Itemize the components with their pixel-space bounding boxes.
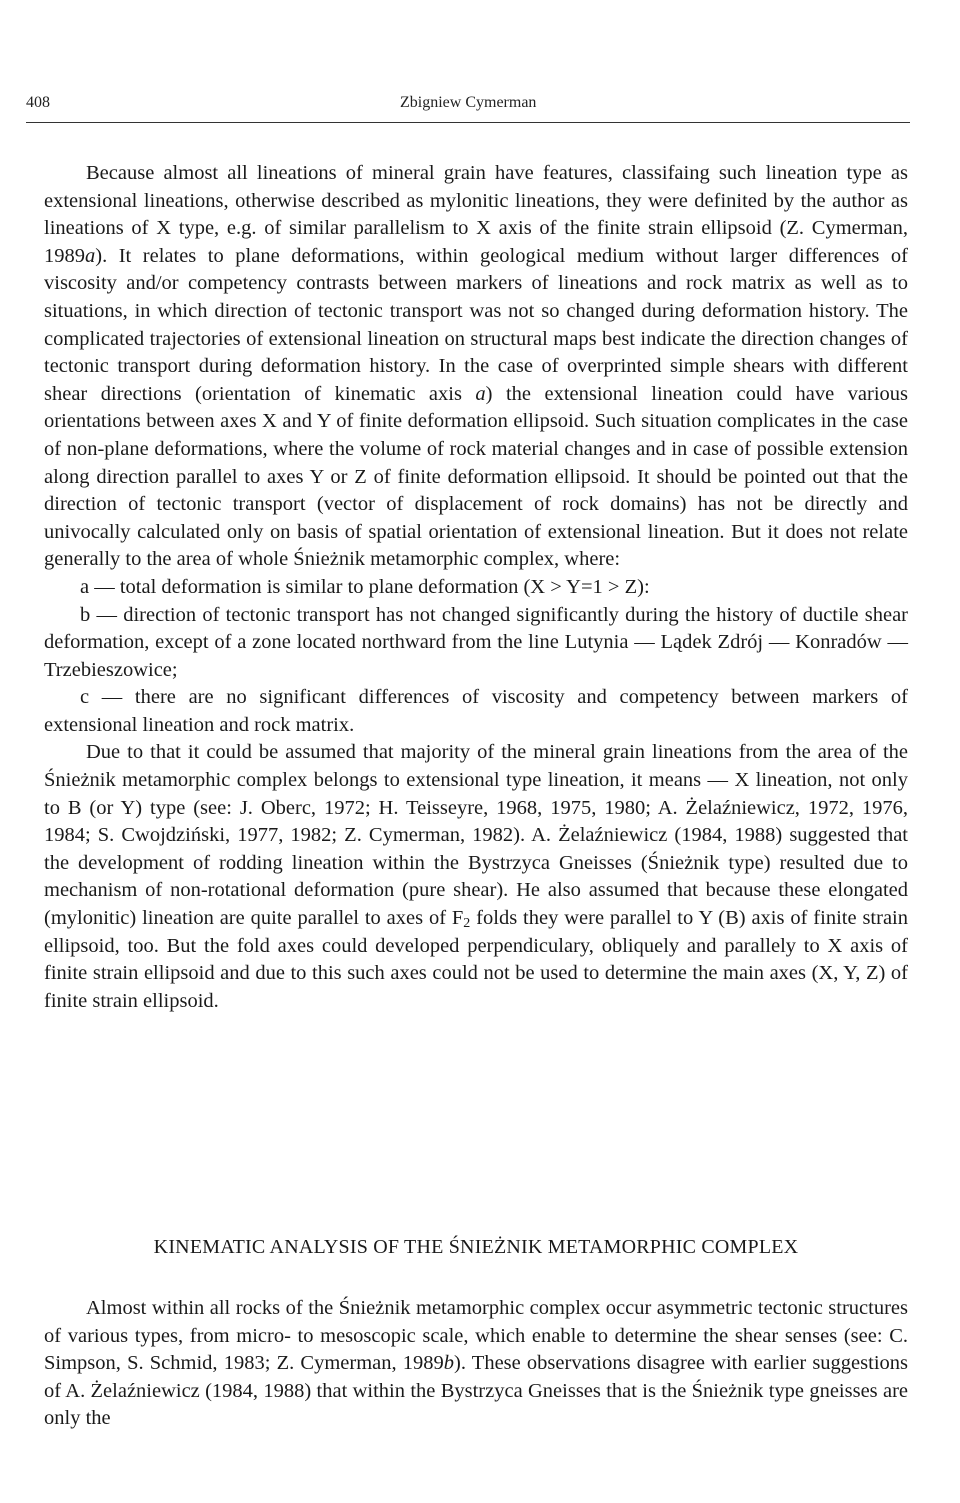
running-title: Zbigniew Cymerman — [400, 94, 537, 111]
paragraph-3-text-b: ). These observations disagree with earlier suggestions of A. Żelaźniewicz (1984, 1988) that within the Bystrzyca Gneisses that is the Śnieżnik type gneisses are only the — [44, 1352, 908, 1430]
paragraph-3-italic-a: b — [443, 1352, 455, 1375]
paragraph-2-text-b: folds they were parallel to Y (B) axis of finite strain ellipsoid, too. But the fold axes could developed perpendiculary, obliquely and parallely to X axis of finite strain ellipsoid and due to this such axes could not be used to determine the main axes (X, Y, Z) of finite strain ellipsoid. — [44, 907, 908, 1012]
paragraph-2 — [44, 739, 908, 1015]
paragraph-2-subscript: 2 — [463, 916, 471, 932]
paragraph-1 — [44, 160, 908, 574]
section-text — [44, 1295, 908, 1433]
page-number: 408 — [26, 94, 50, 111]
paragraph-2-text-a: Due to that it could be assumed that majority of the mineral grain lineations from the area of the Śnieżnik metamorphic complex belongs to extensional type lineation, it means — X lineation, not only to B (or Y) type (see: J. Oberc, 1972; H. Teisseyre, 1968, 1975, 1980; A. Żelaźniewicz, 1972, 1976, 1984; S. Cwojdziński, 1977, 1982; Z. Cymerman, 1982). A. Żelaźniewicz (1984, 1988) suggested that the development of rodding lineation within the Bystrzyca Gneisses (Śnieżnik type) resulted due to mechanism of non-rotational deformation (pure shear). He also assumed that because these elongated (mylonitic) lineation are quite parallel to axes of F — [44, 741, 908, 930]
paragraph-1-italic-a: a — [85, 244, 96, 267]
paragraph-1-text-a: Because almost all lineations of mineral grain have features, classifaing such lineation type as extensional lineations, otherwise described as mylonitic lineations, they were definited by the author as lineations of X type, e.g. of similar parallelism to X axis of the finite strain ellipsoid (Z. Cymerman, 1989 — [44, 162, 908, 267]
paragraph-1-text-b: ). It relates to plane deformations, within geological medium without larger differences of viscosity and/or competency contrasts between markers of lineations and rock matrix as well as to situations, in which direction of tectonic transport was not so changed during deformation history. The complicated trajectories of extensional lineation on structural maps best indicate the direction changes of tectonic transport during deformation history. In the case of overprinted simple shears with different shear directions (orientation of kinematic axis — [44, 244, 908, 405]
header-rule — [26, 122, 910, 123]
list-item-c: c — there are no significant differences of viscosity and competency between markers of extensional lineation and rock matrix. — [44, 686, 908, 736]
paragraph-1-text-c: ) the extensional lineation could have various orientations between axes X and Y of finite deformation ellipsoid. Such situation complicates in the case of non-plane deformations, where the volume of rock material changes and in case of possible extension along direction parallel to axes Y or Z of finite deformation ellipsoid. It should be pointed out that the direction of tectonic transport (vector of displacement of rock domains) has not be directly and univocally calculated only on basis of spatial orientation of extensional lineation. But it does not relate generally to the area of whole Śnieżnik metamorphic complex, where: — [44, 382, 908, 571]
paragraph-1-italic-b: a — [475, 382, 486, 405]
list-item-a: a — total deformation is similar to plane deformation (X > Y=1 > Z): — [80, 575, 650, 598]
paragraph-3 — [44, 1295, 908, 1433]
list-item-b: b — direction of tectonic transport has not changed significantly during the history of ductile shear deformation, except of a zone located northward from the line Lutynia — Lądek Zdrój — Konradów — Trzebieszowice; — [44, 603, 908, 681]
paragraph-3-text-a: Almost within all rocks of the Śnieżnik metamorphic complex occur asymmetric tectonic structures of various types, from micro- to mesoscopic scale, which enable to determine the shear senses (see: C. Simpson, S. Schmid, 1983; Z. Cymerman, 1989 — [44, 1297, 908, 1375]
main-text — [44, 160, 908, 1015]
section-heading: KINEMATIC ANALYSIS OF THE ŚNIEŻNIK METAMORPHIC COMPLEX — [153, 1236, 799, 1258]
